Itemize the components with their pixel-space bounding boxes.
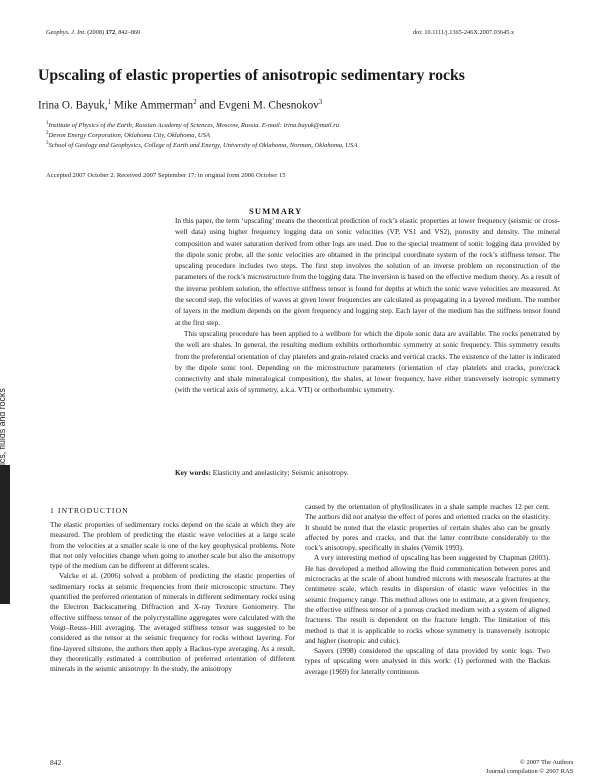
- journal-pages: , 842–860: [115, 29, 141, 36]
- affiliation-1-sup: 1: [46, 121, 49, 126]
- right-column: [305, 502, 550, 677]
- affiliation-2: [46, 131, 210, 139]
- intro-right-paragraph-2: A very interesting method of upscaling has been suggested by Chapman (2003). He has developed a method allowing the fluid communication between pores and microcracks at the scale of about hundred microns with mesoscale fractures at the centimetre scale, which results in dispersion of elastic wave velocities in the seismic frequency range. This method allows one to estimate, at a given frequency, the effective stiffness tensor of a porous cracked medium with a system of aligned fractures. The result is dependent on the fracture length. The limitation of this method is that it is applicable to rocks whose symmetry is transversely isotropic and higher (isotropic and cubic).: [305, 553, 550, 645]
- affiliation-2-text: Devon Energy Corporation, Oklahoma City, Oklahoma, USA: [48, 132, 210, 140]
- doi[interactable]: doi: 10.1111/j.1365-246X.2007.03645.x: [413, 29, 515, 36]
- affiliation-3-sup: 3: [46, 141, 49, 146]
- intro-left-paragraph-2: Valcke et al. (2006) solved a problem of predicting the elastic properties of sedimentary rocks at seismic frequencies from their microscopic structure. They quantified the preferred orientation of minerals in different sedimentary rocks using the Electron Backscattering Diffraction and X-ray Texture Goniometry. The effective stiffness tensor of the polycrystalline aggregates were calculated with the Voigt–Reuss–Hill averaging. The averaged stiffness tensor was suggested to be considered as the tensor at the seismic frequency for rocks without layering. For fine-layered siltstone, the authors then apply a Backus-type averaging. As a result, they theoretically estimated a contribution of preferred orientation of different minerals in the seismic anisotropy. In the study, the anisotropy: [50, 571, 295, 674]
- intro-right-paragraph-3: Sayers (1998) considered the upscaling of data provided by sonic logs. Two types of upscaling were analysed in this work: (1) performed with the Backus average (1969) for laterally continuous: [305, 646, 550, 676]
- author-chesnokov-sup: 3: [318, 98, 323, 106]
- author-bayuk-sup: 1: [107, 98, 112, 106]
- submission-dates: Accepted 2007 October 2. Received 2007 September 17; in original form 2006 October 15: [46, 172, 286, 179]
- keywords: [175, 468, 349, 477]
- author-chesnokov: and Evgeni M. Chesnokov: [196, 99, 319, 112]
- section-heading-introduction: 1 INTRODUCTION: [50, 506, 129, 515]
- summary-body: [175, 215, 560, 396]
- intro-right-paragraph-1: caused by the orientation of phyllosilicates in a shale sample reaches 12 per cent. The authors did not analyse the effect of pores and oriented cracks on the elasticity. It should be noted that the elastic properties of certain shales also can be greatly affected by pores and cracks, and that the latter contribute considerably to the rock’s anisotropy, specifically in shales (Vernik 1993).: [305, 502, 550, 553]
- copyright-authors: © 2007 The Authors: [519, 759, 574, 766]
- keywords-label: Key words:: [175, 468, 211, 477]
- affiliation-1-text: Institute of Physics of the Earth, Russian Academy of Sciences, Moscow, Russia. E-mail: irina.bayuk@mail.ru: [48, 122, 340, 130]
- left-column: [50, 520, 295, 674]
- affiliation-1: [46, 121, 339, 129]
- keywords-text: Elasticity and anelasticity; Seismic anisotropy.: [210, 468, 349, 477]
- journal-volume: 172: [105, 29, 116, 36]
- author-ammerman-sup: 2: [193, 98, 197, 106]
- page-number: 842: [50, 758, 62, 767]
- summary-heading: SUMMARY: [249, 206, 303, 216]
- journal-name: Geophys. J. Int.: [46, 29, 86, 36]
- paper-title: Upscaling of elastic properties of anisotropic sedimentary rocks: [38, 67, 465, 84]
- affiliation-3: [46, 141, 357, 149]
- summary-paragraph-1: In this paper, the term ‘upscaling’ means the theoretical prediction of rock’s elastic properties at lower frequency (seismic or cross-well data) using higher frequency logging data on sonic velocities (VP, VS1 and VS2), porosity and density. The mineral composition and water saturation derived from other logs are used. Due to the special treatment of sonic logging data provided by the dipole sonic probe, all the sonic velocities are obtained in the principal coordinate system of the rock’s stiffness tensor. The upscaling procedure includes two steps. The first step involves the solution of an inverse problem on reconstruction of the parameters of the rock’s microstructure from the logging data. The inversion is based on the effective medium theory. As a result of the inverse problem solution, the effective stiffness tensor is found for depths at which the sonic wave velocities are measured. At the second step, the velocities of waves at given lower frequencies are calculated as propagating in a layered medium. The number of layers in the medium depends on the given frequency and logging step. Each layer of the medium has the stiffness tensor found at the first step.: [175, 216, 560, 327]
- author-bayuk: Irina O. Bayuk,: [38, 99, 108, 112]
- side-tab-marker: [0, 465, 10, 604]
- copyright-notice: [486, 758, 573, 776]
- journal-citation: [46, 29, 140, 36]
- intro-left-paragraph-1: The elastic properties of sedimentary rocks depend on the scale at which they are measured. The problem of predicting the elastic wave velocities at a large scale from the velocities at a smaller scale is one of the key geophysical problems. Note that not only velocities change when going to another scale but also the anisotropy type of the medium can be different at different scales.: [50, 520, 295, 571]
- summary-paragraph-2: This upscaling procedure has been applied to a wellbore for which the dipole sonic data are available. The rocks penetrated by the well are shales. In general, the resulting medium exhibits orthorhombic symmetry at sonic frequency. This symmetry results from the preferential orientation of clay platelets and grain-related cracks and vertical cracks. The existence of the latter is indicated by the dipole sonic tool. Depending on the microstructure parameters (orientation of clay platelets and cracks, pore/crack connectivity and shale mineralogical composition), the shales, at lower frequency, have either transversely isotropic symmetry (with the vertical axis of symmetry, a.k.a. VTI) or orthorhombic symmetry.: [175, 328, 560, 395]
- copyright-compilation: Journal compilation © 2007 RAS: [486, 768, 574, 775]
- author-ammerman: Mike Ammerman: [111, 99, 194, 112]
- affiliation-2-sup: 2: [46, 131, 49, 136]
- journal-year: (2008): [87, 29, 105, 36]
- author-list: [38, 98, 322, 112]
- affiliation-3-text: School of Geology and Geophysics, College of Earth and Energy, University of Oklahoma, Norman, Oklahoma, USA: [48, 142, 358, 150]
